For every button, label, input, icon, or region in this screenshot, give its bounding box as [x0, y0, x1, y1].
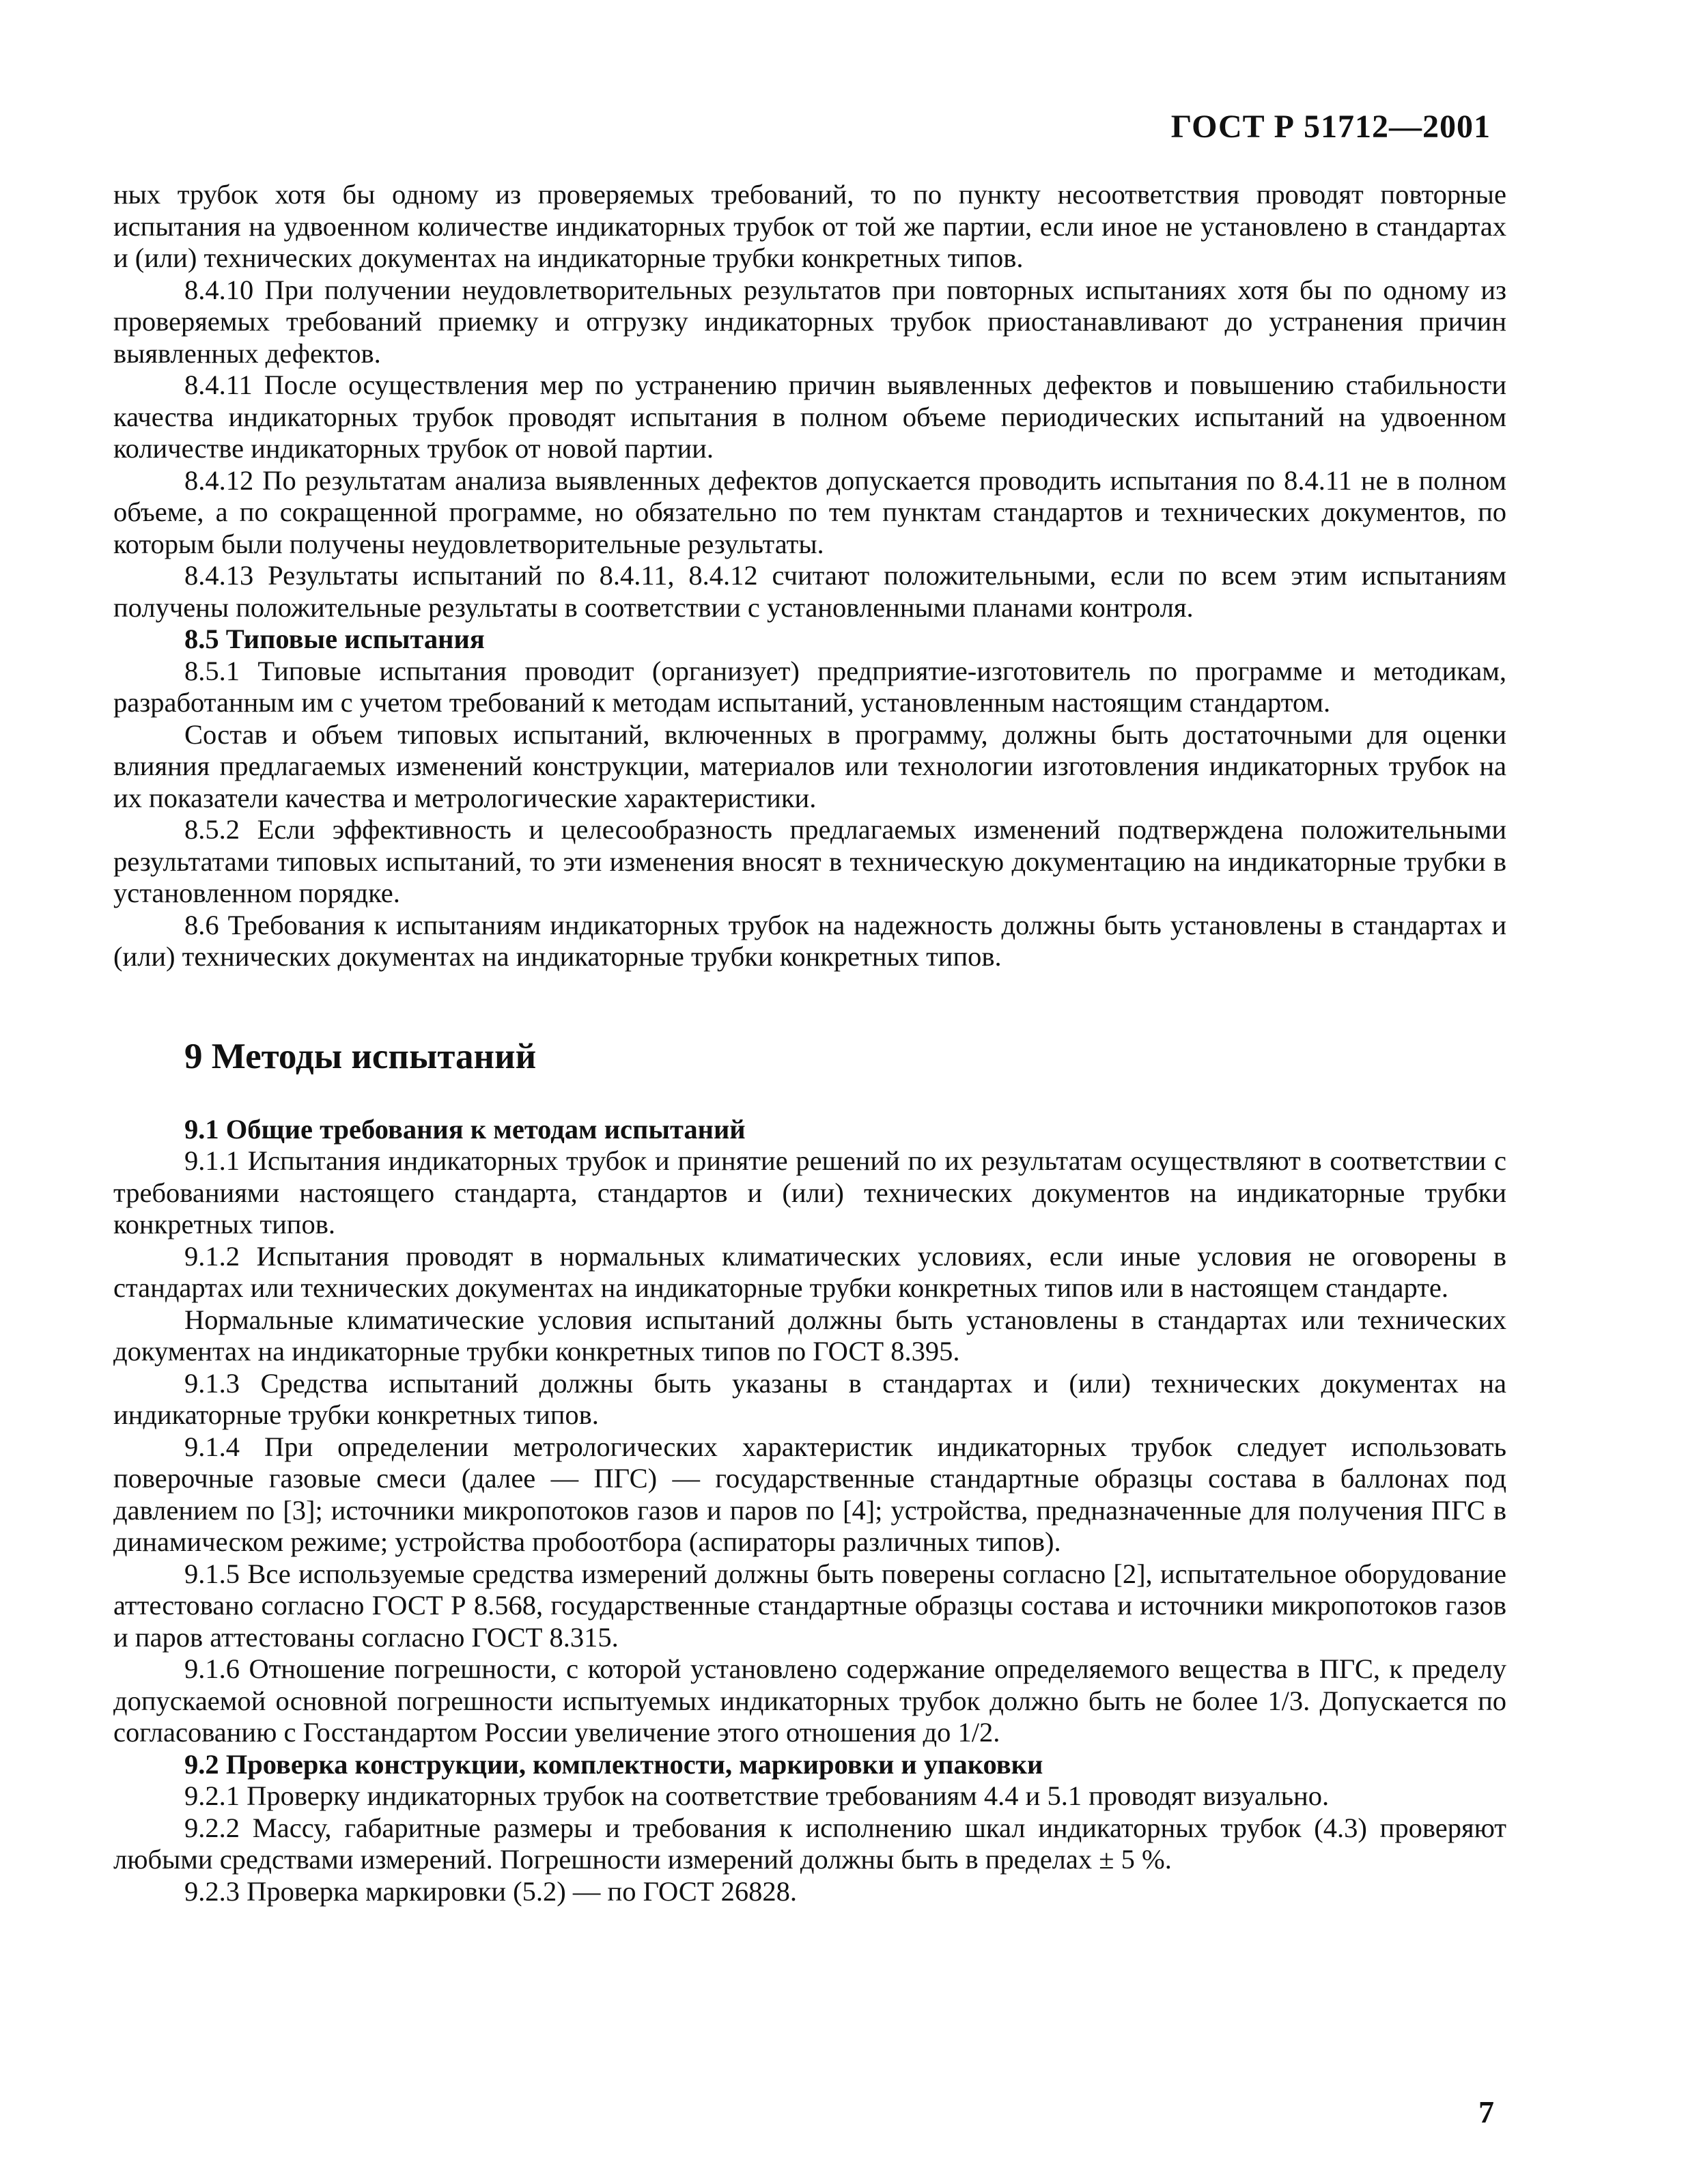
subsection-heading-9-2: 9.2 Проверка конструкции, комплектности, маркировки и упаковки [184, 1748, 1043, 1780]
section-title-9: 9 Методы испытаний [184, 1036, 537, 1076]
paragraph-9-1-1: 9.1.1 Испытания индикаторных трубок и принятие решений по их результатам осуществляют в соответствии с требованиями настоящего стандарта, стандартов и (или) технических документов на индикаторные трубки конкретных типов. [113, 1145, 1506, 1240]
paragraph-8-5-1: 8.5.1 Типовые испытания проводит (организует) предприятие-изготовитель по программе и методикам, разработанным им с учетом требований к методам испытаний, установленным настоящим стандартом. [113, 655, 1506, 718]
paragraph-8-6: 8.6 Требования к испытаниям индикаторных трубок на надежность должны быть установлены в стандартах и (или) технических документах на индикаторные трубки конкретных типов. [113, 909, 1506, 972]
paragraph-8-4-10: 8.4.10 При получении неудовлетворительных результатов при повторных испытаниях хотя бы по одному из проверяемых требований приемку и отгрузку индикаторных трубок приостанавливают до устранения причин выявленных дефектов. [113, 274, 1506, 369]
paragraph-9-1-2-cont: Нормальные климатические условия испытаний должны быть установлены в стандартах или технических документах на индикаторные трубки конкретных типов по ГОСТ 8.395. [113, 1304, 1506, 1367]
subsection-heading-8-5: 8.5 Типовые испытания [184, 624, 485, 654]
paragraph-9-2-3: 9.2.3 Проверка маркировки (5.2) — по ГОСТ 26828. [184, 1875, 797, 1907]
paragraph-8-4-11: 8.4.11 После осуществления мер по устранению причин выявленных дефектов и повышению стабильности качества индикаторных трубок проводят испытания в полном объеме периодических испытаний на удвоенном количестве индикаторных трубок от новой партии. [113, 369, 1506, 464]
paragraph-8-4-13: 8.4.13 Результаты испытаний по 8.4.11, 8.4.12 считают положительными, если по всем этим испытаниям получены положительные результаты в соответствии с установленными планами контроля. [113, 560, 1506, 623]
paragraph-8-5-1-cont: Состав и объем типовых испытаний, включенных в программу, должны быть достаточными для оценки влияния предлагаемых изменений конструкции, материалов или технологии изготовления индикаторных трубок на их показатели качества и метрологические характеристики. [113, 718, 1506, 813]
document-header: ГОСТ Р 51712—2001 [1170, 109, 1491, 145]
paragraph-9-1-6: 9.1.6 Отношение погрешности, с которой установлено содержание определяемого вещества в ПГС, к пределу допускаемой основной погрешности испытуемых индикаторных трубок должно быть не более 1/3. Допускается по согласованию с Госстандартом России увеличение этого отношения до 1/2. [113, 1653, 1506, 1748]
paragraph-8-4-12: 8.4.12 По результатам анализа выявленных дефектов допускается проводить испытания по 8.4.11 не в полном объеме, а по сокращенной программе, но обязательно по тем пунктам стандартов и технических документов, по которым были получены неудовлетворительные результаты. [113, 464, 1506, 559]
subsection-heading-9-1: 9.1 Общие требования к методам испытаний [184, 1113, 746, 1145]
paragraph-9-1-4: 9.1.4 При определении метрологических характеристик индикаторных трубок следует использовать поверочные газовые смеси (далее — ПГС) — государственные стандартные образцы состава в баллонах под давлением по [3]; источники микропотоков газов и паров по [4]; устройства, предназначенные для получения ПГС в динамическом режиме; устройства пробоотбора (аспираторы различных типов). [113, 1431, 1506, 1557]
paragraph-9-2-1: 9.2.1 Проверку индикаторных трубок на соответствие требованиям 4.4 и 5.1 проводят визуально. [184, 1780, 1330, 1811]
paragraph-9-1-5: 9.1.5 Все используемые средства измерений должны быть поверены согласно [2], испытательное оборудование аттестовано согласно ГОСТ Р 8.568, государственные стандартные образцы состава и источники микропотоков газов и паров аттестованы согласно ГОСТ 8.315. [113, 1558, 1506, 1653]
paragraph-9-1-3: 9.1.3 Средства испытаний должны быть указаны в стандартах и (или) технических документах на индикаторные трубки конкретных типов. [113, 1367, 1506, 1430]
paragraph-8-5-2: 8.5.2 Если эффективность и целесообразность предлагаемых изменений подтверждена положительными результатами типовых испытаний, то эти изменения вносят в техническую документацию на индикаторные трубки в установленном порядке. [113, 814, 1506, 908]
paragraph-9-2-2: 9.2.2 Массу, габаритные размеры и требования к исполнению шкал индикаторных трубок (4.3) проверяют любыми средствами измерений. Погрешности измерений должны быть в пределах ± 5 %. [113, 1812, 1506, 1875]
page-body [113, 179, 1506, 1907]
page-number: 7 [1478, 2095, 1494, 2129]
paragraph-9-1-2: 9.1.2 Испытания проводят в нормальных климатических условиях, если иные условия не оговорены в стандартах или технических документах на индикаторные трубки конкретных типов или в настоящем стандарте. [113, 1240, 1506, 1303]
paragraph-continuation: ных трубок хотя бы одному из проверяемых требований, то по пункту несоответствия проводят повторные испытания на удвоенном количестве индикаторных трубок от той же партии, если иное не установлено в стандартах и (или) технических документах на индикаторные трубки конкретных типов. [113, 179, 1506, 273]
